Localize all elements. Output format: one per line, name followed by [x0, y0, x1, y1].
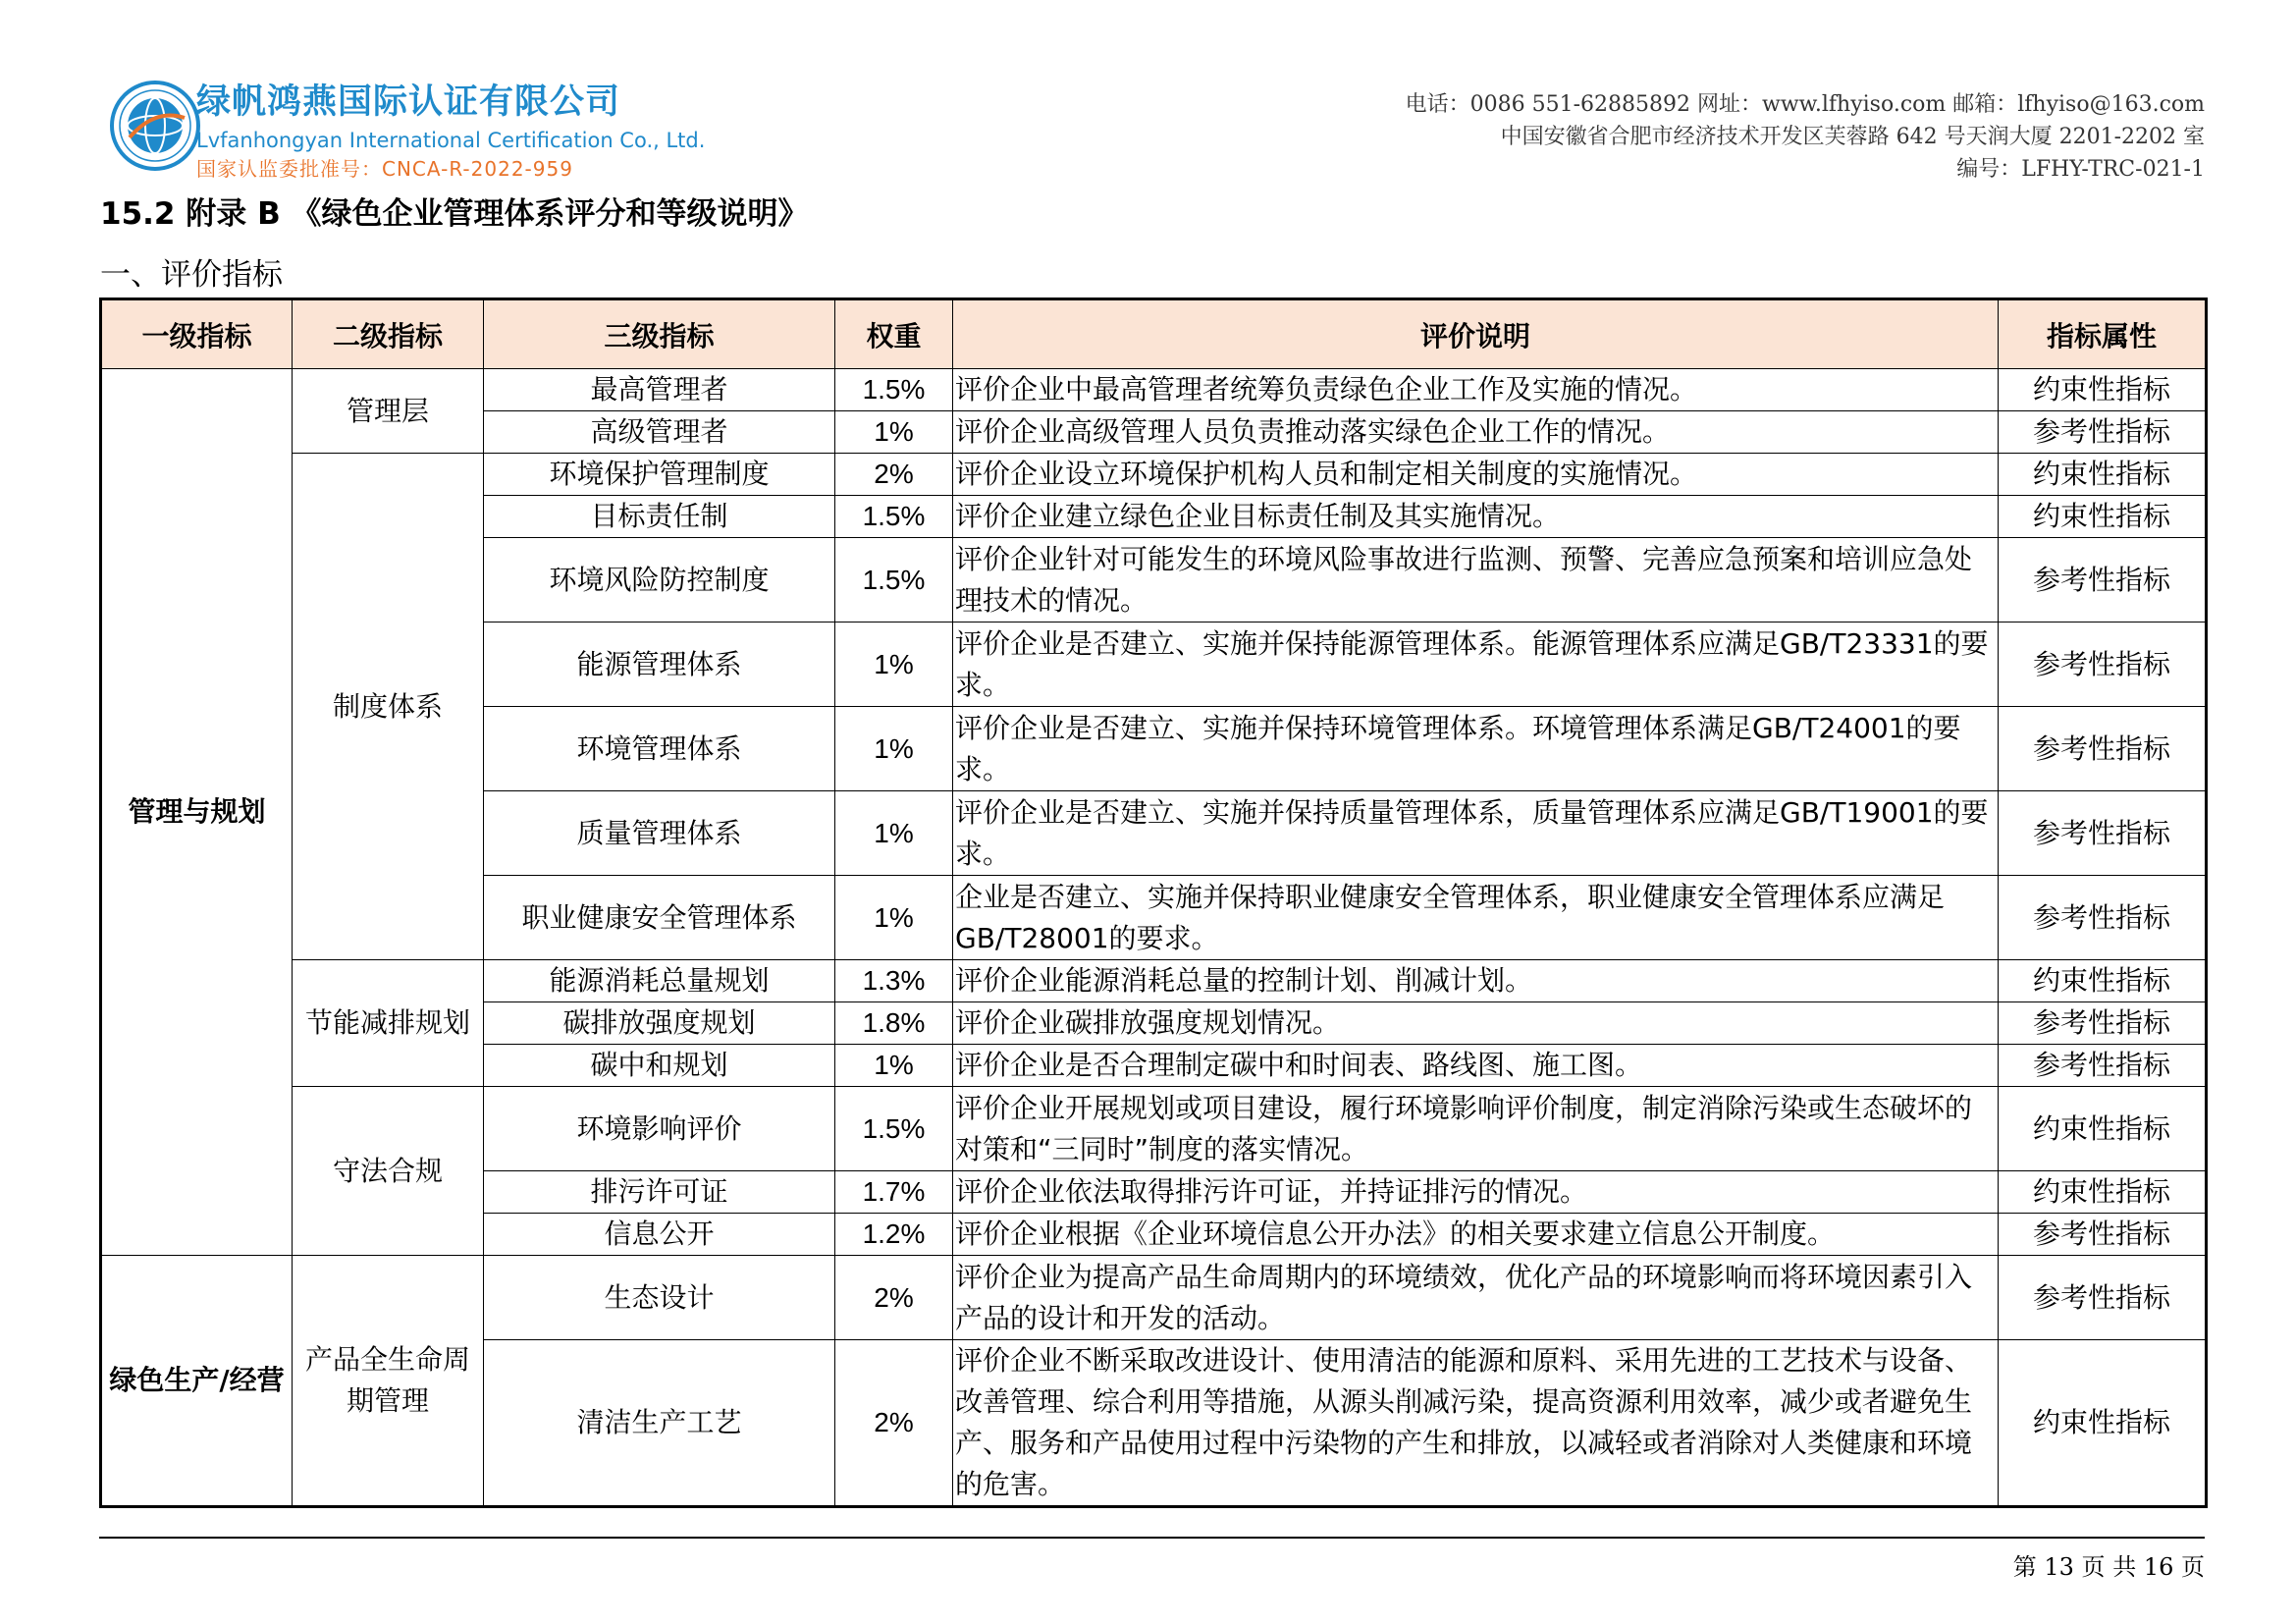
weight-cell: 1% — [835, 1045, 953, 1087]
description-cell: 评价企业依法取得排污许可证，并持证排污的情况。 — [953, 1171, 1999, 1214]
level3-cell: 最高管理者 — [484, 369, 835, 411]
table-row — [101, 1256, 2207, 1340]
column-header-description: 评价说明 — [953, 299, 1999, 369]
attribute-cell: 参考性指标 — [1999, 876, 2207, 960]
level3-cell: 环境保护管理制度 — [484, 454, 835, 496]
column-header-level3: 三级指标 — [484, 299, 835, 369]
weight-cell: 1.8% — [835, 1002, 953, 1045]
weight-cell: 1% — [835, 876, 953, 960]
table-row — [101, 369, 2207, 411]
weight-cell: 1% — [835, 791, 953, 876]
description-cell: 评价企业建立绿色企业目标责任制及其实施情况。 — [953, 496, 1999, 538]
description-cell: 评价企业是否建立、实施并保持环境管理体系。环境管理体系满足GB/T24001的要求。 — [953, 707, 1999, 791]
table-header-row — [101, 299, 2207, 369]
description-cell: 评价企业开展规划或项目建设，履行环境影响评价制度，制定消除污染或生态破坏的对策和“三同时”制度的落实情况。 — [953, 1087, 1999, 1171]
level3-cell: 能源消耗总量规划 — [484, 960, 835, 1002]
level3-cell: 质量管理体系 — [484, 791, 835, 876]
level3-cell: 环境影响评价 — [484, 1087, 835, 1171]
approval-number: 国家认监委批准号：CNCA-R-2022-959 — [196, 157, 573, 181]
level3-cell: 生态设计 — [484, 1256, 835, 1340]
description-cell: 评价企业能源消耗总量的控制计划、削减计划。 — [953, 960, 1999, 1002]
description-cell: 评价企业中最高管理者统筹负责绿色企业工作及实施的情况。 — [953, 369, 1999, 411]
description-cell: 评价企业根据《企业环境信息公开办法》的相关要求建立信息公开制度。 — [953, 1214, 1999, 1256]
description-cell: 评价企业设立环境保护机构人员和制定相关制度的实施情况。 — [953, 454, 1999, 496]
column-header-level1: 一级指标 — [101, 299, 293, 369]
attribute-cell: 约束性指标 — [1999, 960, 2207, 1002]
attribute-cell: 约束性指标 — [1999, 454, 2207, 496]
subtitle: 一、评价指标 — [100, 257, 283, 293]
level2-cell: 产品全生命周期管理 — [293, 1256, 484, 1507]
attribute-cell: 参考性指标 — [1999, 707, 2207, 791]
company-branding — [196, 81, 705, 183]
level3-cell: 环境风险防控制度 — [484, 538, 835, 623]
level3-cell: 能源管理体系 — [484, 623, 835, 707]
level1-cell: 管理与规划 — [101, 369, 293, 1256]
description-cell: 评价企业为提高产品生命周期内的环境绩效，优化产品的环境影响而将环境因素引入产品的设计和开发的活动。 — [953, 1256, 1999, 1340]
description-cell: 评价企业是否合理制定碳中和时间表、路线图、施工图。 — [953, 1045, 1999, 1087]
table-row — [101, 454, 2207, 496]
level2-cell: 管理层 — [293, 369, 484, 454]
level3-cell: 目标责任制 — [484, 496, 835, 538]
contact-info — [1406, 88, 2205, 186]
attribute-cell: 参考性指标 — [1999, 1214, 2207, 1256]
weight-cell: 1% — [835, 411, 953, 454]
description-cell: 评价企业高级管理人员负责推动落实绿色企业工作的情况。 — [953, 411, 1999, 454]
level3-cell: 信息公开 — [484, 1214, 835, 1256]
column-header-attribute: 指标属性 — [1999, 299, 2207, 369]
description-cell: 企业是否建立、实施并保持职业健康安全管理体系，职业健康安全管理体系应满足GB/T28001的要求。 — [953, 876, 1999, 960]
column-header-level2: 二级指标 — [293, 299, 484, 369]
weight-cell: 2% — [835, 454, 953, 496]
attribute-cell: 约束性指标 — [1999, 1087, 2207, 1171]
weight-cell: 1.5% — [835, 1087, 953, 1171]
description-cell: 评价企业针对可能发生的环境风险事故进行监测、预警、完善应急预案和培训应急处理技术的情况。 — [953, 538, 1999, 623]
description-cell: 评价企业不断采取改进设计、使用清洁的能源和原料、采用先进的工艺技术与设备、改善管理、综合利用等措施，从源头削减污染，提高资源利用效率，减少或者避免生产、服务和产品使用过程中污染物的产生和排放，以减轻或者消除对人类健康和环境的危害。 — [953, 1340, 1999, 1507]
page-number: 第 13 页 共 16 页 — [2012, 1553, 2205, 1581]
level2-cell: 节能减排规划 — [293, 960, 484, 1087]
level3-cell: 碳中和规划 — [484, 1045, 835, 1087]
description-cell: 评价企业是否建立、实施并保持质量管理体系，质量管理体系应满足GB/T19001的要求。 — [953, 791, 1999, 876]
contact-line-1: 电话：0086 551-62885892 网址：www.lfhyiso.com 邮箱：lfhyiso@163.com — [1405, 92, 2205, 117]
table-row — [101, 1087, 2207, 1171]
attribute-cell: 参考性指标 — [1999, 1045, 2207, 1087]
attribute-cell: 约束性指标 — [1999, 1340, 2207, 1507]
company-name-en: Lvfanhongyan International Certification Co., Ltd. — [196, 129, 706, 152]
attribute-cell: 参考性指标 — [1999, 623, 2207, 707]
attribute-cell: 约束性指标 — [1999, 369, 2207, 411]
weight-cell: 1.2% — [835, 1214, 953, 1256]
level3-cell: 环境管理体系 — [484, 707, 835, 791]
attribute-cell: 参考性指标 — [1999, 538, 2207, 623]
attribute-cell: 约束性指标 — [1999, 496, 2207, 538]
level1-cell: 绿色生产/经营 — [101, 1256, 293, 1507]
level3-cell: 高级管理者 — [484, 411, 835, 454]
weight-cell: 1.5% — [835, 496, 953, 538]
level3-cell: 排污许可证 — [484, 1171, 835, 1214]
company-name-cn: 绿帆鸿燕国际认证有限公司 — [196, 82, 621, 122]
level2-cell: 守法合规 — [293, 1087, 484, 1256]
level2-cell: 制度体系 — [293, 454, 484, 960]
contact-address: 中国安徽省合肥市经济技术开发区芙蓉路 642 号天润大厦 2201-2202 室 — [1500, 125, 2205, 149]
weight-cell: 1.5% — [835, 538, 953, 623]
attribute-cell: 参考性指标 — [1999, 1002, 2207, 1045]
level3-cell: 清洁生产工艺 — [484, 1340, 835, 1507]
company-logo-icon — [108, 79, 202, 173]
weight-cell: 1% — [835, 623, 953, 707]
attribute-cell: 约束性指标 — [1999, 1171, 2207, 1214]
weight-cell: 2% — [835, 1256, 953, 1340]
weight-cell: 1.7% — [835, 1171, 953, 1214]
weight-cell: 1% — [835, 707, 953, 791]
attribute-cell: 参考性指标 — [1999, 791, 2207, 876]
level3-cell: 碳排放强度规划 — [484, 1002, 835, 1045]
weight-cell: 1.5% — [835, 369, 953, 411]
description-cell: 评价企业碳排放强度规划情况。 — [953, 1002, 1999, 1045]
document-number: 编号：LFHY-TRC-021-1 — [1956, 157, 2205, 182]
column-header-weight: 权重 — [835, 299, 953, 369]
section-title: 15.2 附录 B 《绿色企业管理体系评分和等级说明》 — [100, 196, 809, 232]
weight-cell: 1.3% — [835, 960, 953, 1002]
evaluation-indicator-table — [99, 298, 2208, 1508]
table-row — [101, 960, 2207, 1002]
attribute-cell: 参考性指标 — [1999, 1256, 2207, 1340]
description-cell: 评价企业是否建立、实施并保持能源管理体系。能源管理体系应满足GB/T23331的要求。 — [953, 623, 1999, 707]
level3-cell: 职业健康安全管理体系 — [484, 876, 835, 960]
attribute-cell: 参考性指标 — [1999, 411, 2207, 454]
footer-divider — [99, 1537, 2205, 1539]
weight-cell: 2% — [835, 1340, 953, 1507]
